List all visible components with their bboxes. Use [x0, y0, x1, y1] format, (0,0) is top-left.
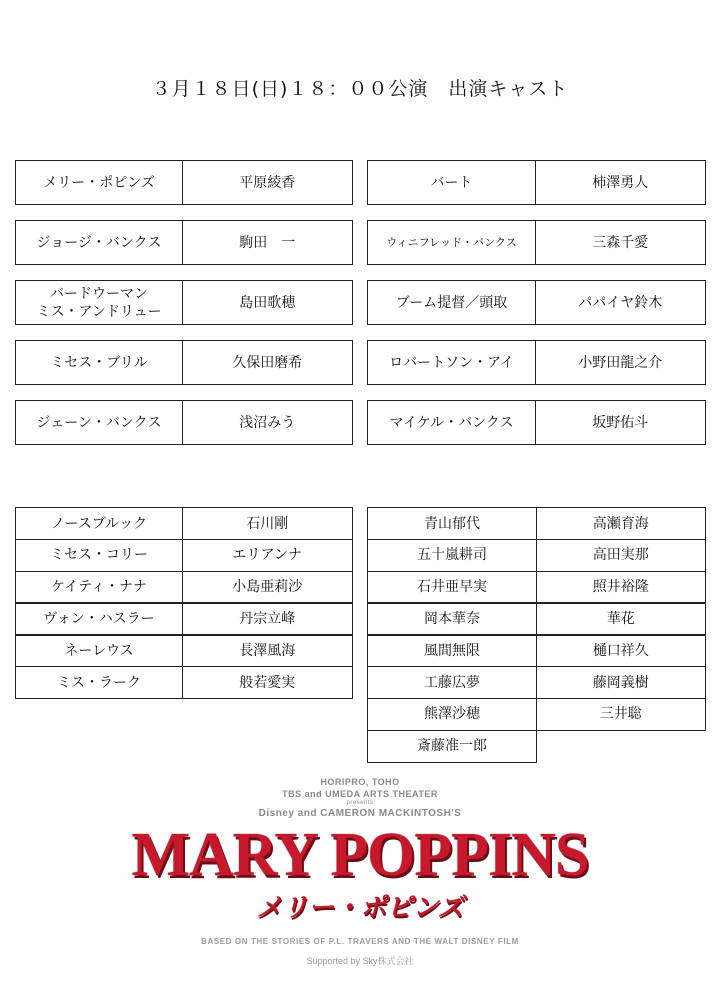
cast-actor: 柿澤勇人	[535, 160, 707, 205]
ensemble-member: 藤岡義樹	[536, 666, 707, 699]
cast-actor: 浅沼みう	[182, 400, 354, 445]
ensemble-member: 石井亜早実	[367, 571, 537, 604]
ensemble-member: 高瀬育海	[536, 507, 707, 540]
cast-actor: 石川剛	[182, 507, 354, 540]
cast-role: ブーム提督／頭取	[367, 280, 536, 325]
presenters-line-2: TBS and UMEDA ARTS THEATER	[282, 789, 438, 799]
presenters-line-1: HORIPRO, TOHO	[320, 777, 400, 787]
logo-title-en: MARY POPPINS	[131, 821, 589, 889]
cast-actor: 丹宗立峰	[182, 602, 354, 635]
ensemble-member: 斎藤准一郎	[367, 730, 537, 763]
producers-line: Disney and CAMERON MACKINTOSH'S	[258, 808, 462, 819]
cast-role: メリー・ポピンズ	[15, 160, 183, 205]
cast-role: マイケル・バンクス	[367, 400, 536, 445]
page-title: ３月１８日(日)１８：００公演 出演キャスト	[151, 78, 569, 100]
cast-role: ミセス・ブリル	[15, 340, 183, 385]
ensemble-member: 樋口祥久	[536, 634, 707, 667]
cast-actor: エリアンナ	[182, 539, 354, 572]
cast-actor: 小島亜莉沙	[182, 571, 354, 604]
cast-role: ヴォン・ハスラー	[15, 602, 183, 635]
cast-role: ネーレウス	[15, 634, 183, 667]
cast-role: ウィニフレッド・バンクス	[367, 220, 536, 265]
ensemble-member: 風間無限	[367, 634, 537, 667]
cast-actor: パパイヤ鈴木	[535, 280, 707, 325]
cast-role: ジョージ・バンクス	[15, 220, 183, 265]
cast-role: ノースブルック	[15, 507, 183, 540]
cast-actor: 小野田龍之介	[535, 340, 707, 385]
cast-actor: 坂野佑斗	[535, 400, 707, 445]
ensemble-member: 青山郁代	[367, 507, 537, 540]
cast-role	[15, 280, 183, 325]
based-on-line: BASED ON THE STORIES OF P.L. TRAVERS AND THE WALT DISNEY FILM	[201, 937, 519, 946]
supported-by-line: Supported by Sky株式会社	[306, 956, 414, 966]
ensemble-member: 五十嵐耕司	[367, 539, 537, 572]
presents-label: presents	[346, 800, 374, 806]
cast-role: ロバートソン・アイ	[367, 340, 536, 385]
cast-actor: 般若愛実	[182, 666, 354, 699]
ensemble-member: 工藤広夢	[367, 666, 537, 699]
ensemble-member: 熊澤沙穂	[367, 698, 537, 731]
ensemble-member: 岡本華奈	[367, 602, 537, 635]
ensemble-member: 高田実那	[536, 539, 707, 572]
cast-role: ミス・ラーク	[15, 666, 183, 699]
cast-actor: 三森千愛	[535, 220, 707, 265]
cast-actor: 久保田磨希	[182, 340, 354, 385]
cast-role-line: ミス・アンドリュー	[36, 303, 162, 320]
cast-role: ジェーン・バンクス	[15, 400, 183, 445]
cast-actor: 駒田 一	[182, 220, 354, 265]
mary-poppins-logo	[0, 775, 720, 990]
ensemble-member: 照井裕隆	[536, 571, 707, 604]
cast-role: ケイティ・ナナ	[15, 571, 183, 604]
cast-actor: 平原綾香	[182, 160, 354, 205]
cast-role: バート	[367, 160, 536, 205]
logo-title-jp: メリー・ポピンズ	[256, 893, 464, 923]
cast-role-line: バードウーマン	[50, 285, 148, 302]
cast-actor: 島田歌穂	[182, 280, 354, 325]
ensemble-member: 華花	[536, 602, 707, 635]
ensemble-member: 三井聡	[536, 698, 707, 731]
cast-actor: 長澤風海	[182, 634, 354, 667]
cast-role: ミセス・コリー	[15, 539, 183, 572]
